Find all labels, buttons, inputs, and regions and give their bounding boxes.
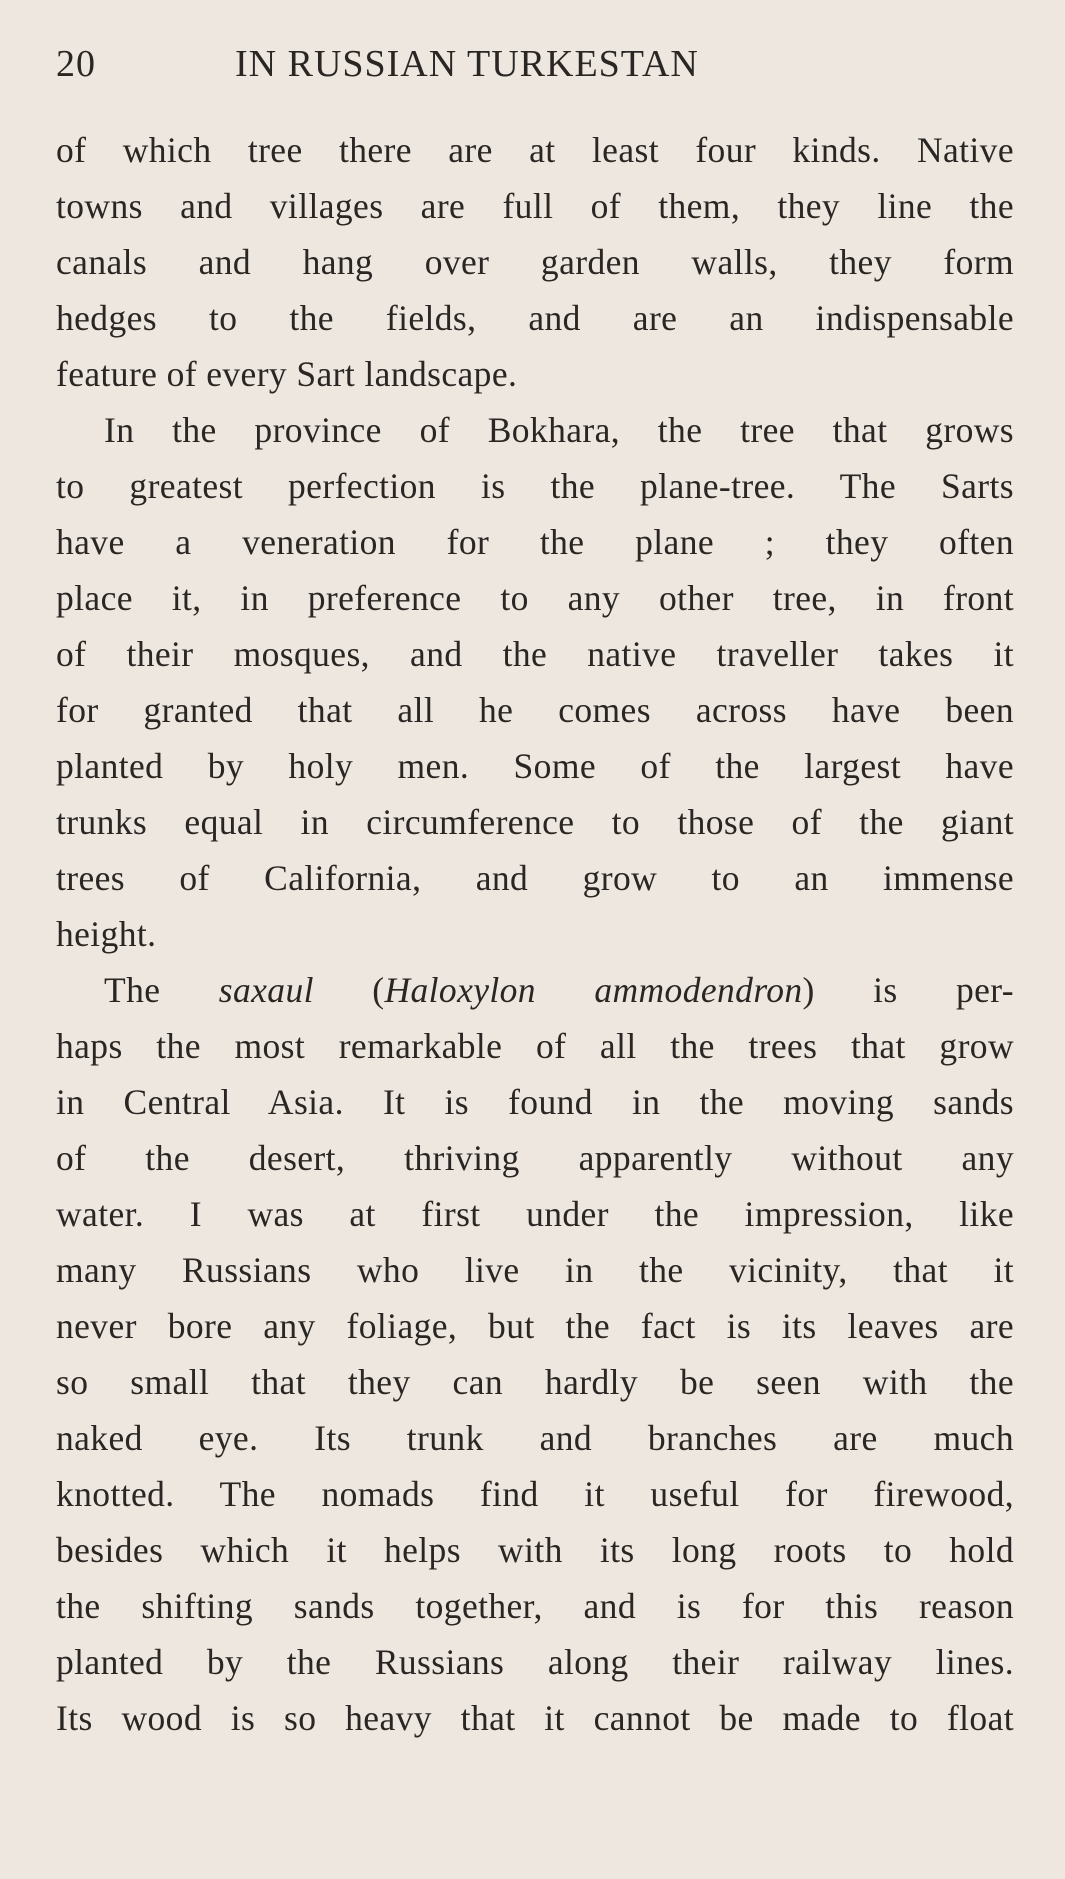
text-line: knotted. The nomads find it useful for firewood, xyxy=(56,1474,1014,1514)
text-line: Its wood is so heavy that it cannot be made to float xyxy=(56,1698,1014,1738)
text-line: to greatest perfection is the plane-tree. The Sarts xyxy=(56,466,1014,506)
text-line: for granted that all he comes across have been xyxy=(56,690,1014,730)
italic-term-saxaul: saxaul xyxy=(218,970,314,1010)
text-line: haps the most remarkable of all the trees that grow xyxy=(56,1026,1014,1066)
page-header xyxy=(56,38,831,90)
text-line: in Central Asia. It is found in the moving sands xyxy=(56,1082,1014,1122)
text-line: place it, in preference to any other tree, in front xyxy=(56,578,1014,618)
text-run: ) is per- xyxy=(802,970,1015,1010)
text-line: hedges to the fields, and are an indispensable xyxy=(56,298,1014,338)
text-line: trees of California, and grow to an immense xyxy=(56,858,1014,898)
text-line: towns and villages are full of them, they line the xyxy=(56,186,1014,226)
text-run: The xyxy=(104,970,219,1010)
text-line: planted by holy men. Some of the largest have xyxy=(56,746,1014,786)
text-line: the shifting sands together, and is for this reason xyxy=(56,1586,1014,1626)
body-text xyxy=(56,122,1014,1746)
text-line: many Russians who live in the vicinity, that it xyxy=(56,1250,1014,1290)
page-number: 20 xyxy=(56,43,96,85)
text-line: trunks equal in circumference to those of the giant xyxy=(56,802,1014,842)
running-title: IN RUSSIAN TURKESTAN xyxy=(235,43,699,85)
paragraph-start-line: In the province of Bokhara, the tree that grows xyxy=(104,410,1014,450)
text-line: have a veneration for the plane ; they often xyxy=(56,522,1014,562)
text-line: so small that they can hardly be seen with the xyxy=(56,1362,1014,1402)
text-line: of the desert, thriving apparently without any xyxy=(56,1138,1014,1178)
text-line: naked eye. Its trunk and branches are much xyxy=(56,1418,1014,1458)
text-run: ( xyxy=(313,970,385,1010)
text-line: never bore any foliage, but the fact is its leaves are xyxy=(56,1306,1014,1346)
italic-scientific-name: Haloxylon ammodendron xyxy=(384,970,803,1010)
text-line: canals and hang over garden walls, they form xyxy=(56,242,1014,282)
paragraph-start-line xyxy=(56,962,1014,1018)
text-line: planted by the Russians along their railway lines. xyxy=(56,1642,1014,1682)
text-line: of their mosques, and the native traveller takes it xyxy=(56,634,1014,674)
text-line: height. xyxy=(56,914,157,954)
text-line: water. I was at first under the impression, like xyxy=(56,1194,1014,1234)
text-line: feature of every Sart landscape. xyxy=(56,354,518,394)
text-line: of which tree there are at least four kinds. Native xyxy=(56,130,1014,170)
text-line: besides which it helps with its long roots to hold xyxy=(56,1530,1014,1570)
